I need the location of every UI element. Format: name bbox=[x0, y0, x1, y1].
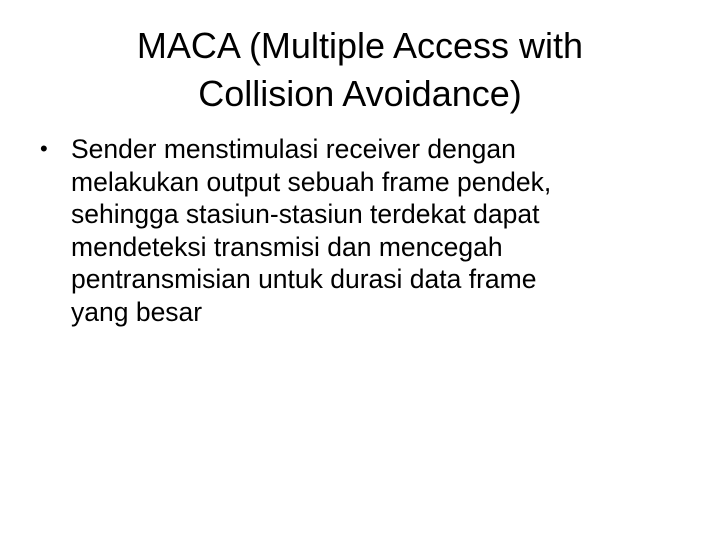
bullet-dot-icon: • bbox=[40, 136, 48, 161]
slide-title bbox=[60, 22, 660, 118]
bullet-list bbox=[36, 133, 676, 328]
bullet-text-line: pentransmisian untuk durasi data frame bbox=[71, 264, 537, 294]
bullet-item bbox=[36, 133, 676, 328]
bullet-text-line: Sender menstimulasi receiver dengan bbox=[71, 134, 516, 164]
bullet-text-line: melakukan output sebuah frame pendek, bbox=[71, 166, 552, 197]
bullet-text-line: yang besar bbox=[71, 296, 203, 327]
bullet-text-line: sehingga stasiun-stasiun terdekat dapat bbox=[71, 199, 540, 229]
slide-title-line: MACA (Multiple Access with bbox=[136, 25, 584, 66]
bullet-text-line: mendeteksi transmisi dan mencegah bbox=[71, 231, 503, 262]
slide-title-line: Collision Avoidance) bbox=[198, 73, 522, 114]
